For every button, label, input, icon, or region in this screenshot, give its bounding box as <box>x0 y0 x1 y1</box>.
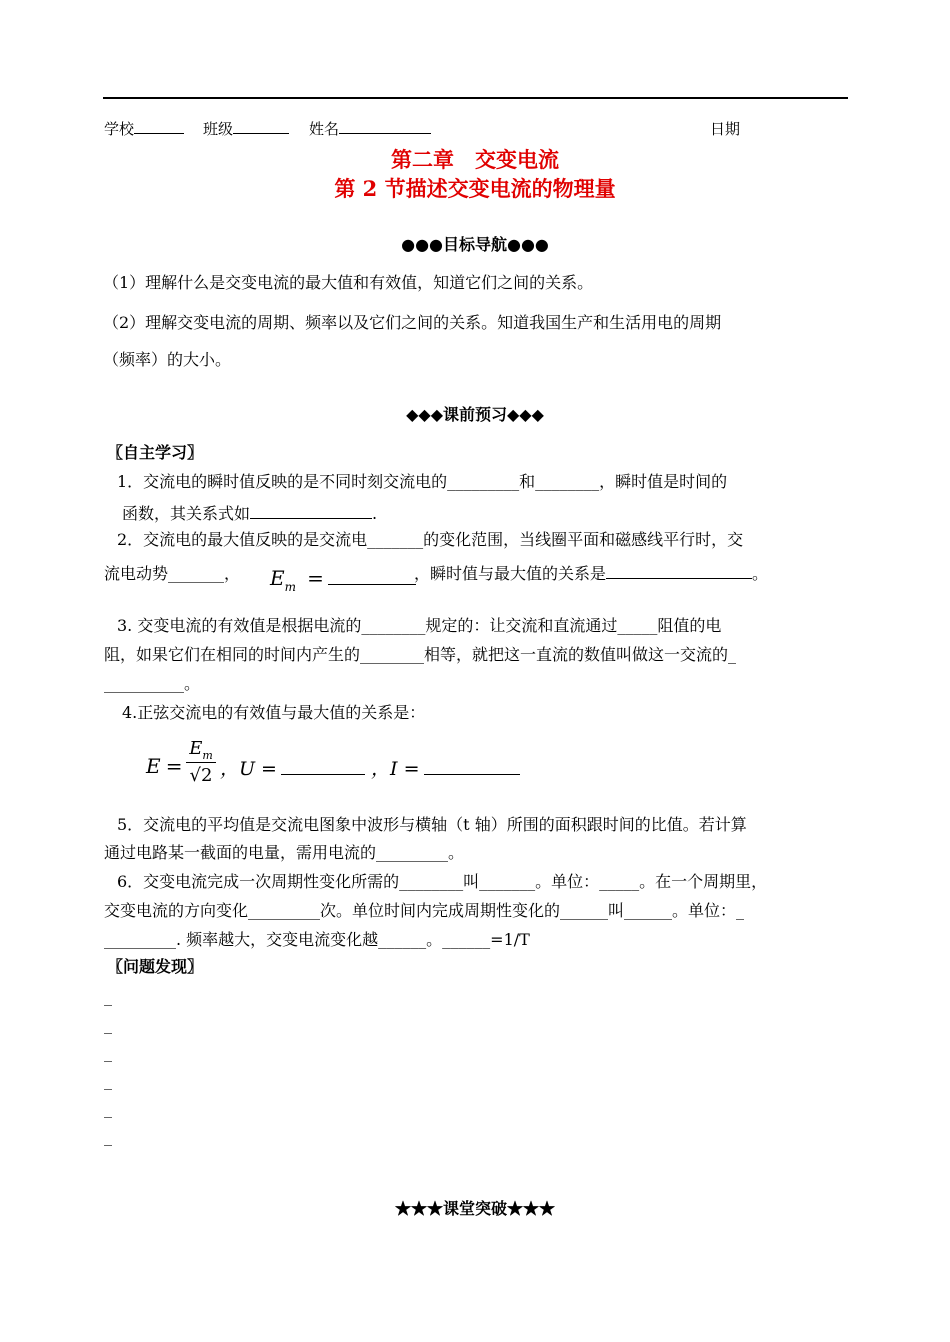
q2-line-1: 2．交流电的最大值反映的是交流电_______的变化范围，当线圈平面和磁感线平行时，交 <box>117 530 744 549</box>
class-blank[interactable] <box>233 119 289 134</box>
q3-line-3: __________。 <box>104 674 201 693</box>
problem-line[interactable]: _ <box>104 1015 112 1034</box>
problem-line[interactable]: _ <box>104 1071 112 1090</box>
goal-item-1: （1）理解什么是交变电流的最大值和有效值，知道它们之间的关系。 <box>103 273 594 292</box>
q4-line-1: 4.正弦交流电的有效值与最大值的关系是： <box>122 703 426 722</box>
section-title: 第 2 节描述交变电流的物理量 <box>334 176 616 201</box>
name-field <box>309 118 431 139</box>
q6-line-1: 6．交变电流完成一次周期性变化所需的________叫_______。单位：_____。在一个周期里， <box>117 872 768 891</box>
q5-line-2: 通过电路某一截面的电量，需用电流的_________。 <box>104 843 465 862</box>
classroom-heading: ★★★课堂突破★★★ <box>394 1199 555 1218</box>
q4-denominator: √2 <box>189 765 213 786</box>
q4-U: ，U = <box>220 758 277 780</box>
goal-item-2-line-1: （2）理解交变电流的周期、频率以及它们之间的关系。知道我国生产和生活用电的周期 <box>103 313 722 332</box>
q2-em-formula <box>270 566 416 594</box>
goals-heading: ●●●目标导航●●● <box>401 235 549 254</box>
q1-formula-blank[interactable] <box>250 500 372 519</box>
preview-heading: ◆◆◆课前预习◆◆◆ <box>406 405 544 424</box>
q4-numerator-sub: m <box>202 749 213 762</box>
q2-end: 。 <box>752 564 769 583</box>
q2-em-blank[interactable] <box>328 566 416 585</box>
q1-line-2-text: 函数，其关系式如 <box>122 504 251 523</box>
q2-em-symbol: E <box>270 566 285 590</box>
q4-I: ，I = <box>371 758 420 780</box>
problem-line[interactable]: _ <box>104 1099 112 1118</box>
q3-line-1: 3. 交变电流的有效值是根据电流的________规定的：让交流和直流通过_____阻值的电 <box>117 616 722 635</box>
self-study-heading: 〖自主学习〗 <box>107 443 204 462</box>
name-label: 姓名 <box>309 120 340 138</box>
school-field <box>104 118 184 139</box>
q4-numerator: E <box>189 738 203 759</box>
q6-line-2: 交变电流的方向变化_________次。单位时间内完成周期性变化的______叫______。单位：_ <box>104 901 745 920</box>
chapter-title: 第二章 交变电流 <box>391 147 559 172</box>
q1-line-1: 1．交流电的瞬时值反映的是不同时刻交流电的_________和________，瞬时值是时间的 <box>117 472 728 491</box>
q4-formula <box>146 754 182 778</box>
q2-equals: = <box>307 566 324 590</box>
problem-line[interactable]: _ <box>104 987 112 1006</box>
q4-equals: = <box>165 754 183 778</box>
q2-em-subscript: m <box>284 580 296 594</box>
q2-relation-text: ，瞬时值与最大值的关系是 <box>414 564 607 583</box>
q4-E: E <box>146 754 161 778</box>
goal-item-2-line-2: （频率）的大小。 <box>103 350 232 369</box>
q2-line-2a: 流电动势_______， <box>104 564 241 583</box>
q1-period: . <box>372 504 378 523</box>
q4-fraction <box>186 738 216 786</box>
problem-line[interactable]: _ <box>104 1043 112 1062</box>
q4-I-blank[interactable] <box>424 756 520 775</box>
name-blank[interactable] <box>339 119 431 134</box>
q1-line-2 <box>122 500 377 524</box>
q3-line-2: 阻，如果它们在相同的时间内产生的________相等，就把这一直流的数值叫做这一交流的_ <box>104 645 737 664</box>
q4-U-part <box>220 754 520 781</box>
q4-U-blank[interactable] <box>281 756 365 775</box>
problem-heading: 〖问题发现〗 <box>107 957 204 976</box>
class-field <box>203 118 289 139</box>
problem-line[interactable]: _ <box>104 1127 112 1146</box>
date-label: 日期 <box>710 120 741 138</box>
school-label: 学校 <box>104 120 135 138</box>
q2-line-2b <box>414 564 768 584</box>
q2-relation-blank[interactable] <box>606 564 752 579</box>
top-rule <box>103 97 848 99</box>
q6-line-3: _________. 频率越大，交变电流变化越______。______=1/T <box>104 930 530 949</box>
q5-line-1: 5．交流电的平均值是交流电图象中波形与横轴（t 轴）所围的面积跟时间的比值。若计算 <box>117 815 747 834</box>
school-blank[interactable] <box>134 119 184 134</box>
class-label: 班级 <box>203 120 234 138</box>
